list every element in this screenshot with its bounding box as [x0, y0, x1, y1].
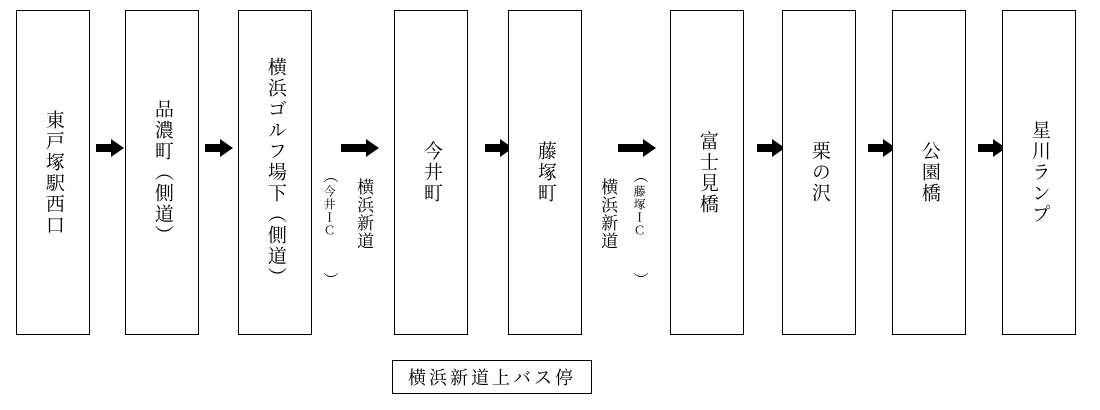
arrow-shaft — [618, 144, 645, 152]
station-box-9 — [1002, 10, 1076, 335]
station-box-3 — [238, 10, 312, 335]
arrow-5 — [618, 139, 658, 157]
station-box-8 — [892, 10, 966, 335]
road-label-1-paren-open: （ — [321, 168, 339, 184]
station-label-1: 東戸塚駅西口 — [42, 109, 64, 236]
road-label-1-road-text: 横浜新道 — [354, 178, 374, 250]
arrow-2 — [205, 139, 233, 157]
station-label-7: 栗の沢 — [808, 141, 830, 204]
station-label-3: 横浜ゴルフ場下（側道） — [264, 57, 286, 288]
arrow-shaft — [341, 144, 368, 152]
arrow-head — [366, 139, 379, 157]
station-box-7 — [782, 10, 856, 335]
station-label-4: 今井町 — [420, 141, 442, 204]
station-box-6 — [670, 10, 744, 335]
station-label-8: 公園橋 — [918, 141, 940, 204]
road-label-2-road-text: 横浜新道 — [598, 178, 618, 250]
arrow-head — [220, 139, 233, 157]
road-label-1-ic: 今井ＩＣ — [322, 185, 337, 237]
road-label-2-paren-open: （ — [631, 168, 649, 184]
arrow-head — [643, 139, 656, 157]
arrow-head — [111, 139, 124, 157]
arrow-1 — [96, 139, 124, 157]
note-box-express-bus-stop — [392, 360, 592, 394]
station-label-9: 星川ランプ — [1028, 120, 1050, 225]
station-box-2 — [125, 10, 199, 335]
note-box-label: 横浜新道上バス停 — [408, 368, 576, 388]
road-label-2-ic: 藤塚ＩＣ — [632, 185, 647, 237]
station-box-1 — [16, 10, 90, 335]
road-label-1-paren-close: ） — [321, 272, 339, 288]
road-label-2-paren-close: ） — [631, 272, 649, 288]
road-label-1-road — [352, 178, 374, 250]
station-box-5 — [508, 10, 582, 335]
station-label-2: 品濃町（側道） — [151, 99, 173, 246]
arrow-6 — [757, 139, 785, 157]
station-box-4 — [394, 10, 468, 335]
road-label-1 — [318, 185, 340, 237]
road-label-2-road — [596, 178, 618, 250]
station-label-6: 富士見橋 — [696, 130, 718, 215]
road-label-2 — [628, 185, 650, 237]
arrow-3 — [341, 139, 381, 157]
station-label-5: 藤塚町 — [534, 141, 556, 204]
